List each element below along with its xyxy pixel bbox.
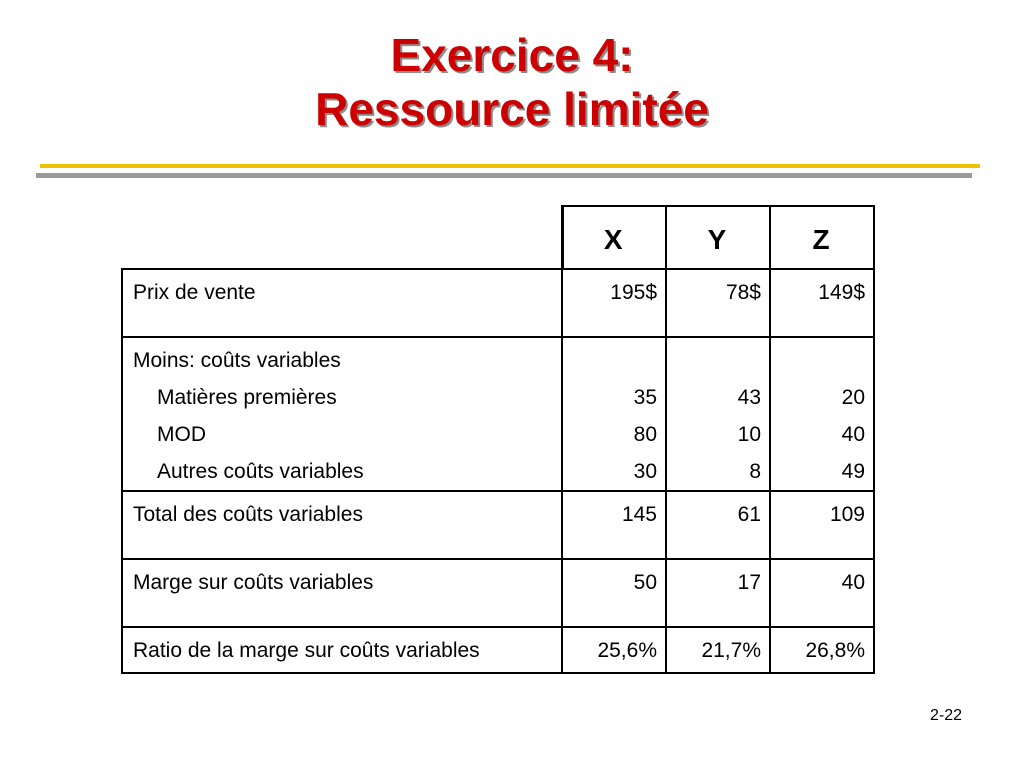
header-blank-cell: [122, 206, 562, 269]
cell-value: 25,6%: [562, 627, 666, 673]
cell-value: 35: [633, 386, 657, 409]
header-y: Y: [666, 206, 770, 269]
header-z: Z: [770, 206, 874, 269]
row-label-group: [122, 337, 562, 491]
title-underline-yellow: [40, 164, 980, 168]
row-label: Moins: coûts variables: [133, 349, 341, 372]
cell-value-group: [562, 337, 666, 491]
cell-value: 78$: [666, 269, 770, 337]
cell-value: 40: [841, 423, 865, 446]
cell-value: 145: [562, 491, 666, 559]
slide-title: [0, 28, 1024, 136]
row-label: Prix de vente: [122, 269, 562, 337]
table-row-marge: [122, 559, 874, 627]
row-sublabel: Matières premières: [157, 386, 337, 409]
row-label: Total des coûts variables: [122, 491, 562, 559]
table-row-couts-variables: [122, 337, 874, 491]
cell-value: 61: [666, 491, 770, 559]
row-label: Marge sur coûts variables: [122, 559, 562, 627]
table-row-total-couts: [122, 491, 874, 559]
row-sublabel: MOD: [157, 423, 206, 446]
page-number: 2-22: [929, 707, 962, 724]
cell-value: 80: [633, 423, 657, 446]
cell-value: 43: [737, 386, 761, 409]
cell-value: 26,8%: [770, 627, 874, 673]
row-sublabel: Autres coûts variables: [157, 460, 364, 483]
cell-value-group: [666, 337, 770, 491]
title-line-1: Exercice 4:: [390, 29, 634, 81]
table-row-prix-de-vente: [122, 269, 874, 337]
cell-value: 50: [562, 559, 666, 627]
title-line-2: Ressource limitée: [315, 83, 709, 135]
cell-value: 17: [666, 559, 770, 627]
cell-value: 109: [770, 491, 874, 559]
cell-value: 40: [770, 559, 874, 627]
cell-value: 195$: [562, 269, 666, 337]
cell-value: 30: [633, 460, 657, 483]
table-header-row: [122, 206, 874, 269]
title-underline-gray: [36, 173, 972, 178]
cell-value: 8: [749, 460, 761, 483]
table-row-ratio-marge: [122, 627, 874, 673]
cell-value-group: [770, 337, 874, 491]
cost-table: [121, 205, 875, 674]
header-x: X: [562, 206, 666, 269]
cell-value: 149$: [770, 269, 874, 337]
row-label: Ratio de la marge sur coûts variables: [122, 627, 562, 673]
cell-value: 20: [841, 386, 865, 409]
cell-value: 49: [841, 460, 865, 483]
cell-value: 10: [737, 423, 761, 446]
cell-value: 21,7%: [666, 627, 770, 673]
